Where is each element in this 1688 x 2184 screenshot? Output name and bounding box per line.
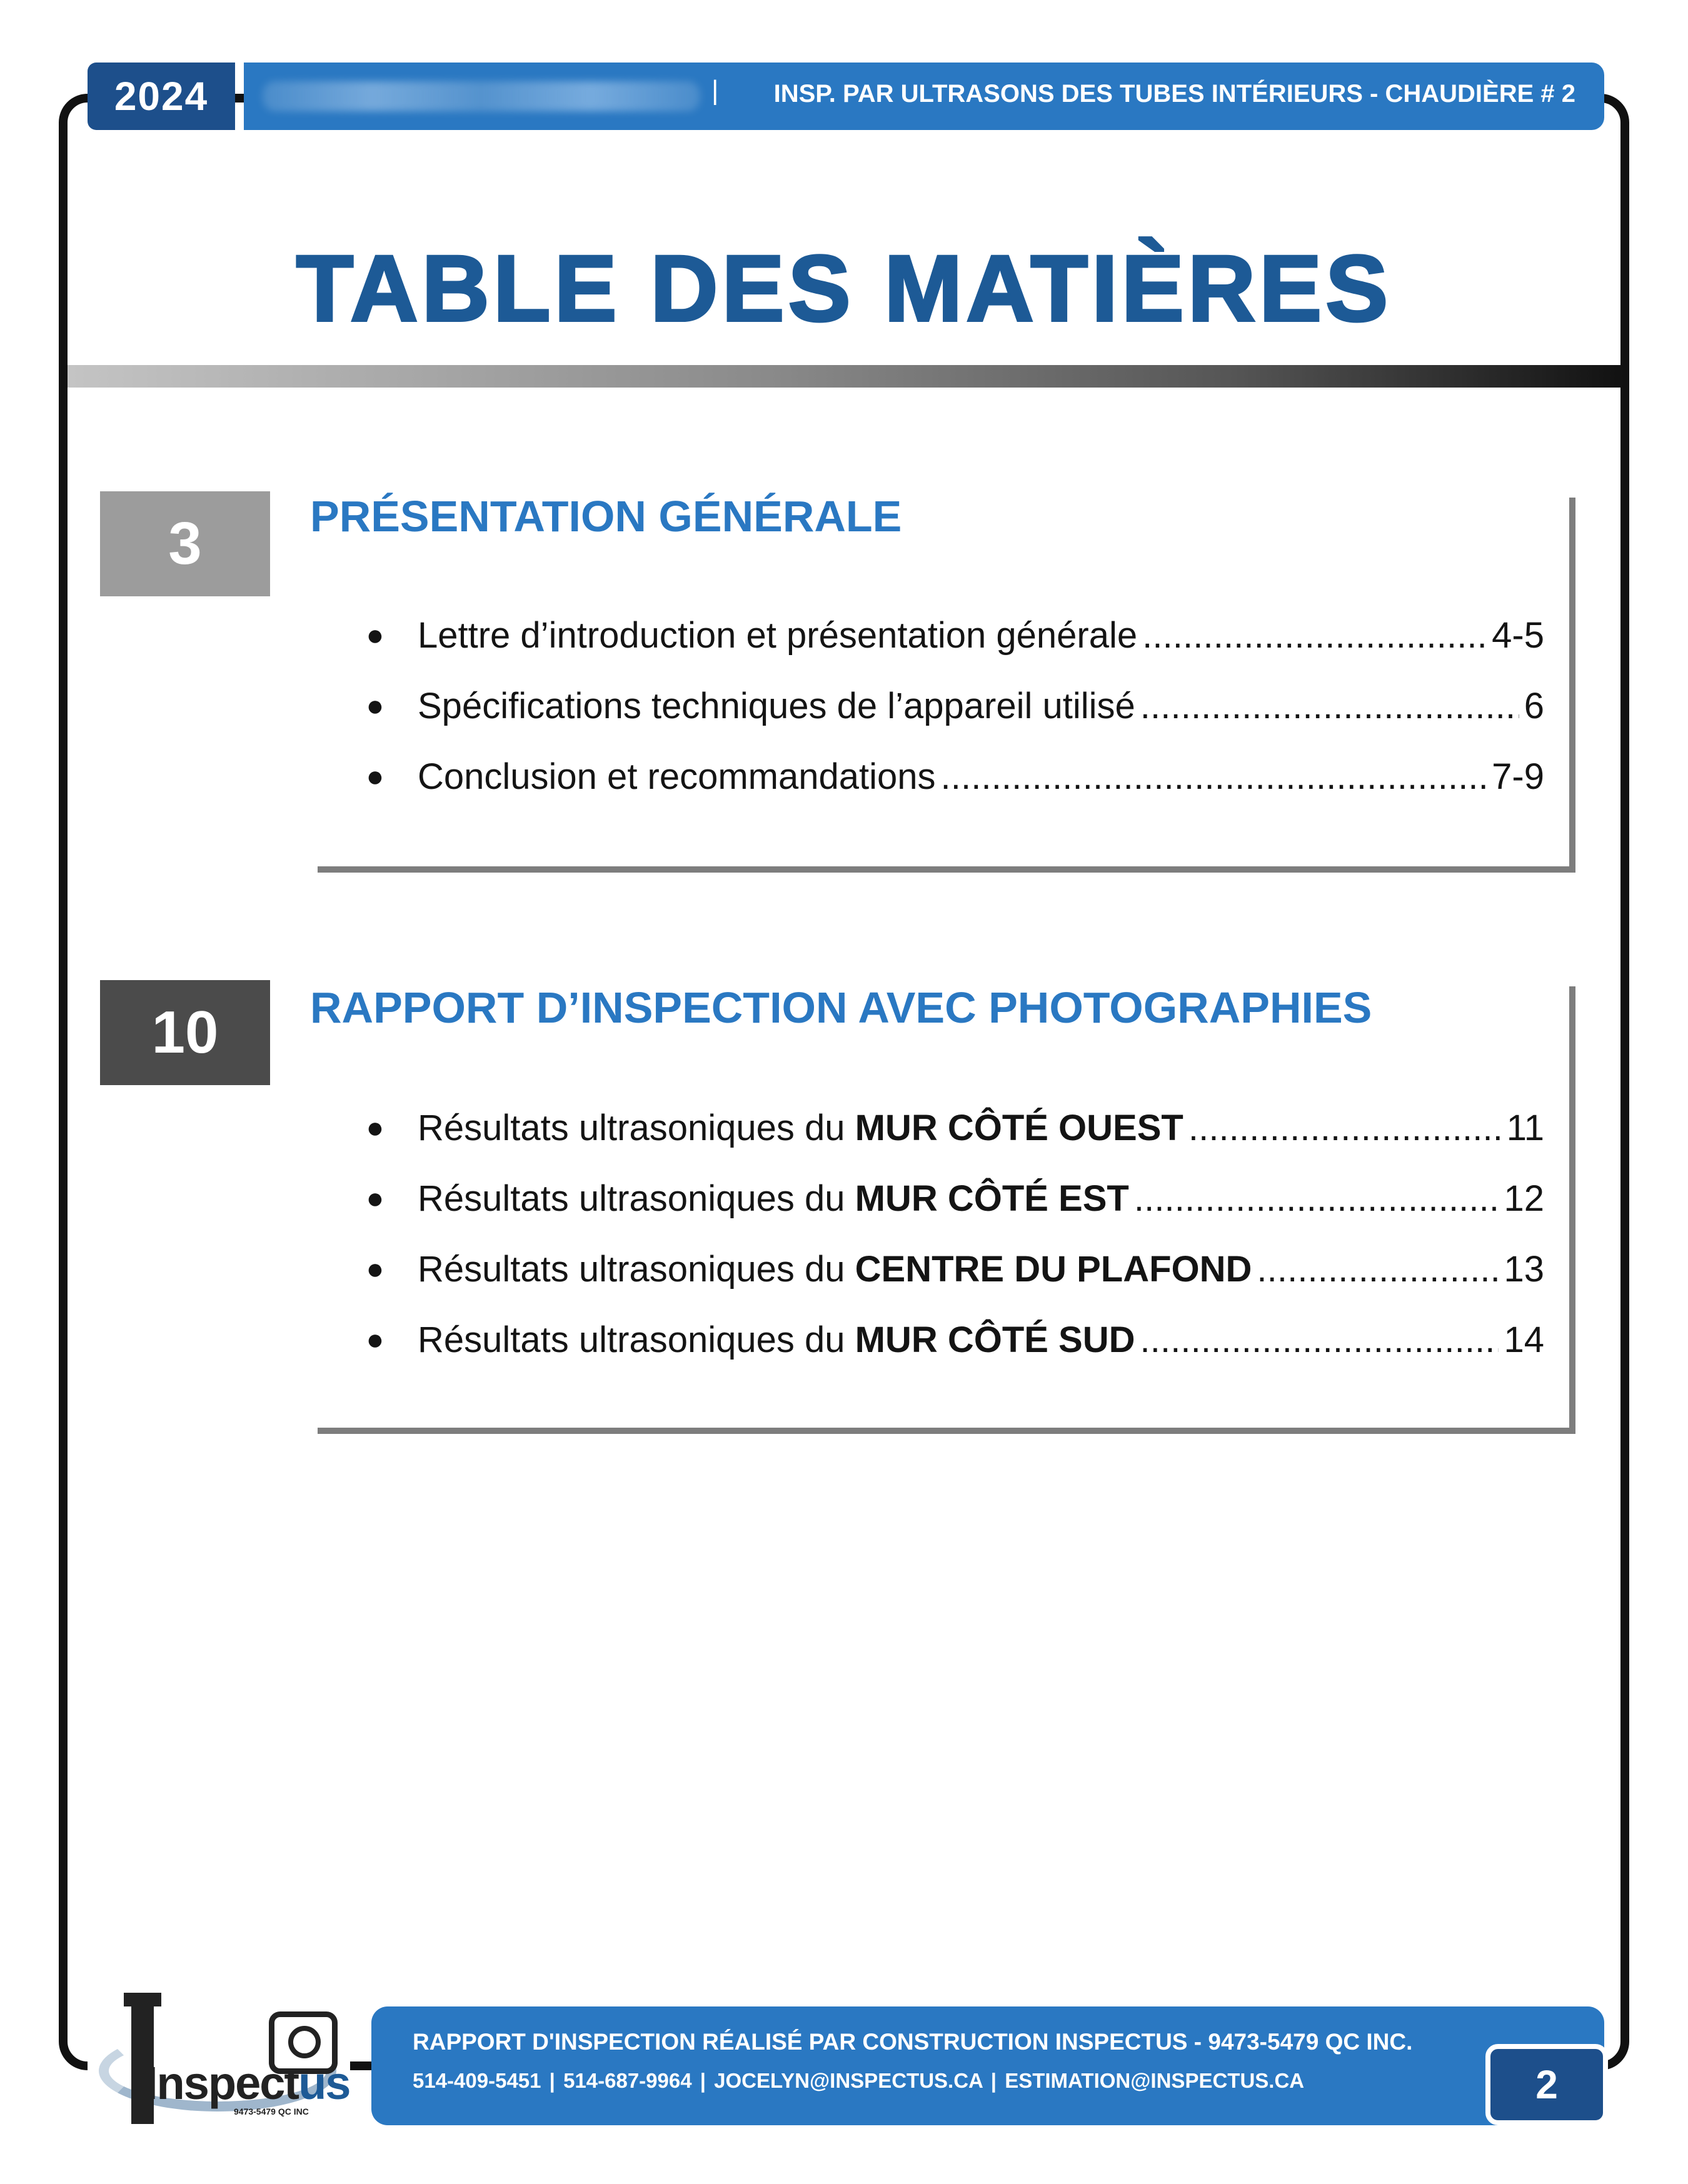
toc-entry — [350, 1234, 1544, 1305]
title-rule — [68, 365, 1624, 388]
section-title: PRÉSENTATION GÉNÉRALE — [310, 492, 902, 541]
blurred-client-name — [263, 81, 700, 111]
header-title: INSP. PAR ULTRASONS DES TUBES INTÉRIEURS - CHAUDIÈRE # 2 — [773, 80, 1575, 108]
dot-leader — [1142, 600, 1487, 671]
section-number-box: 10 — [100, 980, 270, 1085]
dot-leader — [941, 741, 1487, 812]
toc-entry — [350, 600, 1544, 671]
logo-small-text: 9473-5479 QC INC — [234, 2106, 309, 2116]
entry-pages: 6 — [1524, 686, 1544, 726]
section-number-box: 3 — [100, 491, 270, 596]
header-separator: | — [711, 75, 719, 106]
inspectus-logo — [88, 1986, 350, 2133]
entry-pages: 14 — [1504, 1320, 1544, 1360]
entry-text: Résultats ultrasoniques du MUR CÔTÉ OUEST — [418, 1108, 1183, 1148]
bullet-icon: ● — [366, 1323, 384, 1356]
entry-text: Lettre d’introduction et présentation générale — [418, 615, 1138, 656]
dot-leader — [1188, 1093, 1502, 1163]
toc-entry — [350, 1163, 1544, 1234]
toc-entry — [350, 741, 1544, 812]
footer-contact-line: 514-409-5451 | 514-687-9964 | JOCELYN@INSPECTUS.CA | ESTIMATION@INSPECTUS.CA — [413, 2069, 1305, 2092]
toc-list — [350, 1093, 1544, 1375]
bullet-icon: ● — [366, 1253, 384, 1286]
bullet-icon: ● — [366, 760, 384, 793]
dot-leader — [1257, 1234, 1499, 1305]
page-number: 2 — [1485, 2044, 1608, 2125]
footer-bar — [371, 2006, 1604, 2125]
entry-text: Spécifications techniques de l’appareil utilisé — [418, 686, 1135, 726]
toc-entry — [350, 1305, 1544, 1375]
entry-text: Résultats ultrasoniques du CENTRE DU PLAFOND — [418, 1249, 1252, 1290]
dot-leader — [1134, 1163, 1499, 1234]
entry-text: Conclusion et recommandations — [418, 756, 936, 797]
section-title: RAPPORT D’INSPECTION AVEC PHOTOGRAPHIES — [310, 983, 1372, 1032]
entry-text: Résultats ultrasoniques du MUR CÔTÉ EST — [418, 1178, 1129, 1219]
bullet-icon: ● — [366, 689, 384, 723]
dot-leader — [1140, 671, 1519, 741]
bullet-icon: ● — [366, 1182, 384, 1215]
page-title: TABLE DES MATIÈRES — [296, 236, 1392, 341]
toc-list — [350, 600, 1544, 812]
bullet-icon: ● — [366, 1111, 384, 1145]
entry-pages: 12 — [1504, 1178, 1544, 1219]
dot-leader — [1140, 1305, 1499, 1375]
bullet-icon: ● — [366, 619, 384, 652]
year-badge: 2024 — [88, 63, 235, 130]
toc-entry — [350, 671, 1544, 741]
entry-pages: 4-5 — [1492, 615, 1544, 656]
entry-text: Résultats ultrasoniques du MUR CÔTÉ SUD — [418, 1320, 1135, 1360]
footer-company-line: RAPPORT D'INSPECTION RÉALISÉ PAR CONSTRUCTION INSPECTUS - 9473-5479 QC INC. — [413, 2029, 1413, 2055]
entry-pages: 7-9 — [1492, 756, 1544, 797]
toc-entry — [350, 1093, 1544, 1163]
entry-pages: 11 — [1506, 1108, 1544, 1148]
entry-pages: 13 — [1504, 1249, 1544, 1290]
logo-wordmark: Inspectus — [145, 2057, 350, 2109]
